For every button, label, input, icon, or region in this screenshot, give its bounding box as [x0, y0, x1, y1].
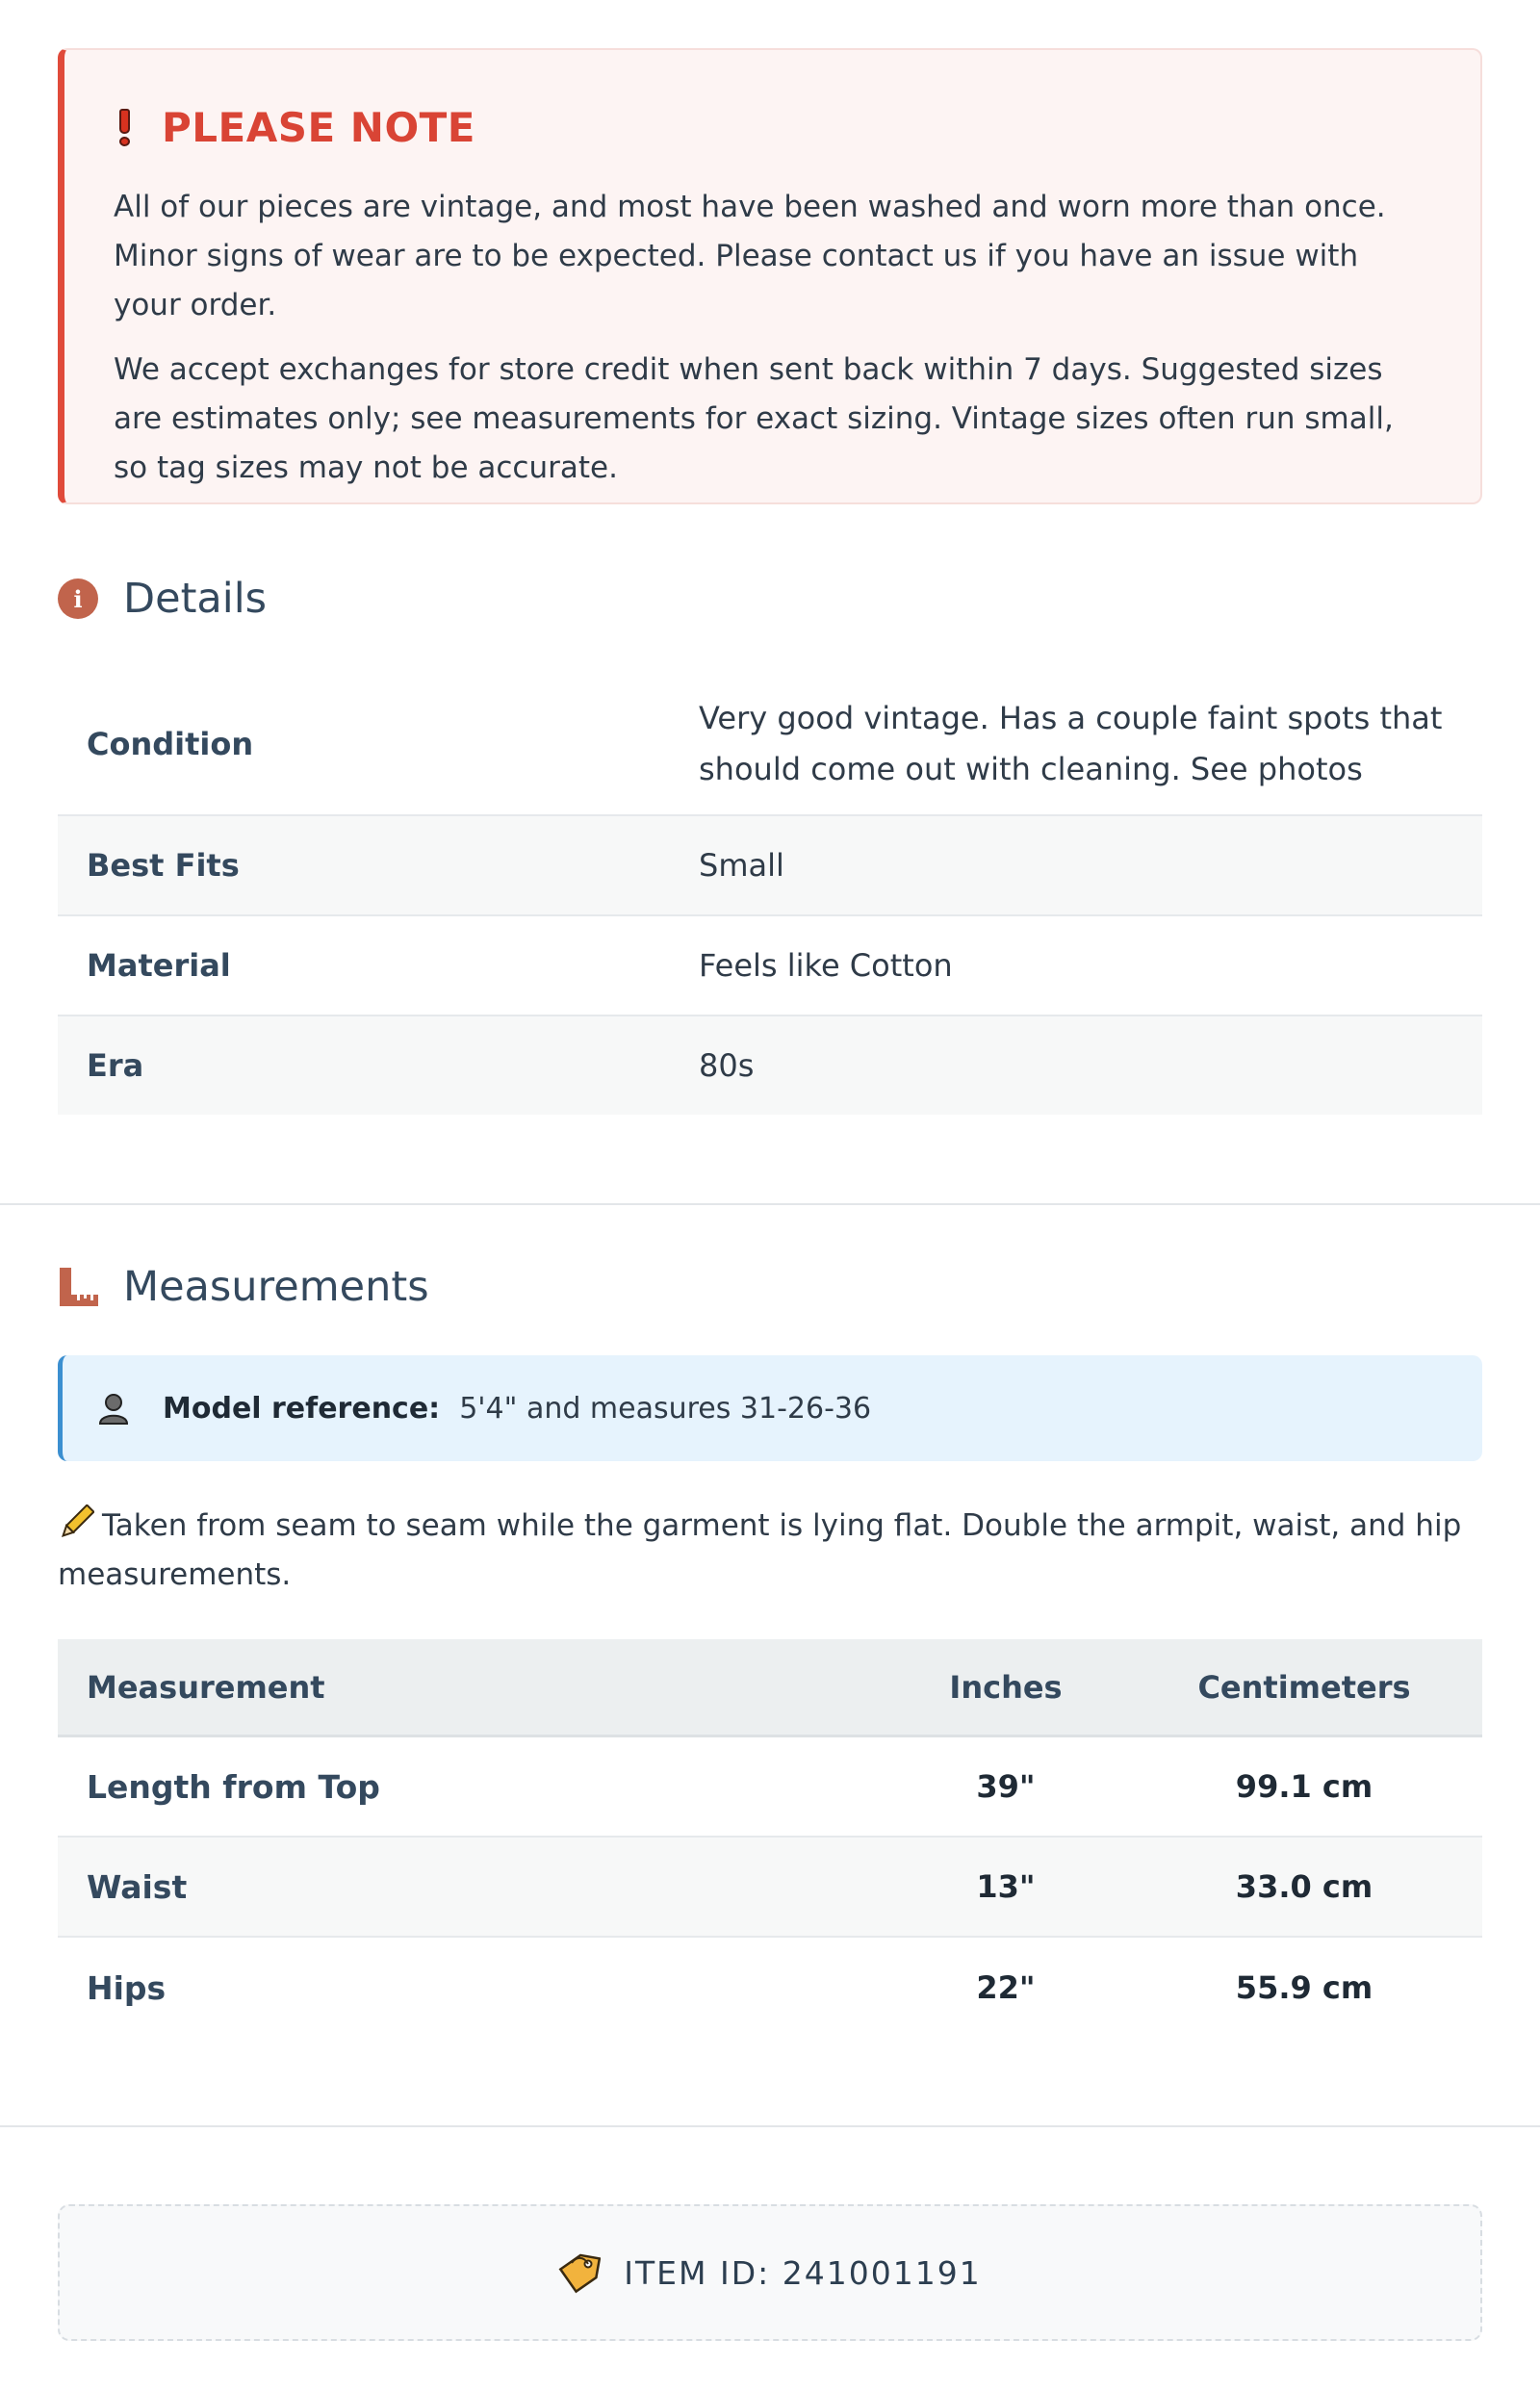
table-row — [58, 1737, 1482, 1838]
details-title: Details — [123, 575, 268, 623]
measurement-inches: 22" — [976, 1969, 1036, 2006]
table-header — [58, 1639, 1482, 1737]
notice-paragraph: We accept exchanges for store credit when sent back within 7 days. Suggested sizes are estimates only; see measurements for exact sizing. Vintage sizes often run small, so tag sizes may not be accurate. — [114, 352, 1394, 485]
notice-header — [114, 100, 1432, 154]
details-value: Small — [699, 846, 784, 884]
details-label: Era — [87, 1047, 144, 1084]
details-table — [58, 674, 1482, 1115]
measurement-note-text: Taken from seam to seam while the garment is lying flat. Double the armpit, waist, and hip measurements. — [58, 1508, 1462, 1592]
measurements-heading — [58, 1263, 429, 1311]
details-label: Best Fits — [87, 847, 240, 884]
info-icon: i — [58, 578, 98, 619]
details-value: Very good vintage. Has a couple faint spots that should come out with cleaning. See photos — [699, 700, 1443, 787]
table-row — [58, 1938, 1482, 2038]
details-value: Feels like Cotton — [699, 946, 953, 984]
exclamation-icon — [117, 107, 133, 147]
model-reference-value: 5'4" and measures 31-26-36 — [459, 1391, 872, 1426]
measurement-name: Length from Top — [87, 1767, 380, 1806]
measurement-name: Hips — [87, 1968, 167, 2007]
section-divider — [0, 2125, 1540, 2127]
notice-paragraph: All of our pieces are vintage, and most have been washed and worn more than once. Minor signs of wear are to be expected. Please contact us if you have an issue with your order. — [114, 190, 1386, 322]
measurement-cm: 99.1 cm — [1235, 1768, 1373, 1805]
tag-icon — [558, 2251, 601, 2294]
details-value: 80s — [699, 1046, 755, 1084]
item-id-box — [58, 2204, 1482, 2341]
details-label: Condition — [87, 726, 254, 762]
notice-box — [58, 48, 1482, 504]
item-id: ITEM ID: 241001191 — [624, 2253, 982, 2292]
measurement-cm: 55.9 cm — [1235, 1969, 1373, 2006]
measurement-note — [58, 1502, 1482, 1600]
measurement-inches: 13" — [976, 1868, 1036, 1905]
details-label: Material — [87, 947, 231, 984]
model-reference-label: Model reference: — [163, 1391, 441, 1426]
pencil-icon — [58, 1504, 94, 1541]
measurements-table — [58, 1639, 1482, 2038]
details-heading — [58, 575, 267, 623]
column-header-measurement: Measurement — [87, 1668, 325, 1706]
model-reference — [58, 1355, 1482, 1461]
ruler-icon — [58, 1266, 100, 1308]
details-row — [58, 916, 1482, 1016]
details-row — [58, 1016, 1482, 1115]
measurement-cm: 33.0 cm — [1235, 1868, 1373, 1905]
column-header-centimeters: Centimeters — [1197, 1668, 1411, 1706]
measurements-title: Measurements — [123, 1263, 429, 1311]
measurement-inches: 39" — [976, 1768, 1036, 1805]
details-row — [58, 816, 1482, 916]
details-row — [58, 674, 1482, 816]
measurement-name: Waist — [87, 1867, 188, 1906]
table-row — [58, 1838, 1482, 1938]
section-divider — [0, 1203, 1540, 1205]
column-header-inches: Inches — [949, 1668, 1063, 1706]
person-icon — [97, 1392, 130, 1425]
notice-title: PLEASE NOTE — [162, 103, 475, 151]
